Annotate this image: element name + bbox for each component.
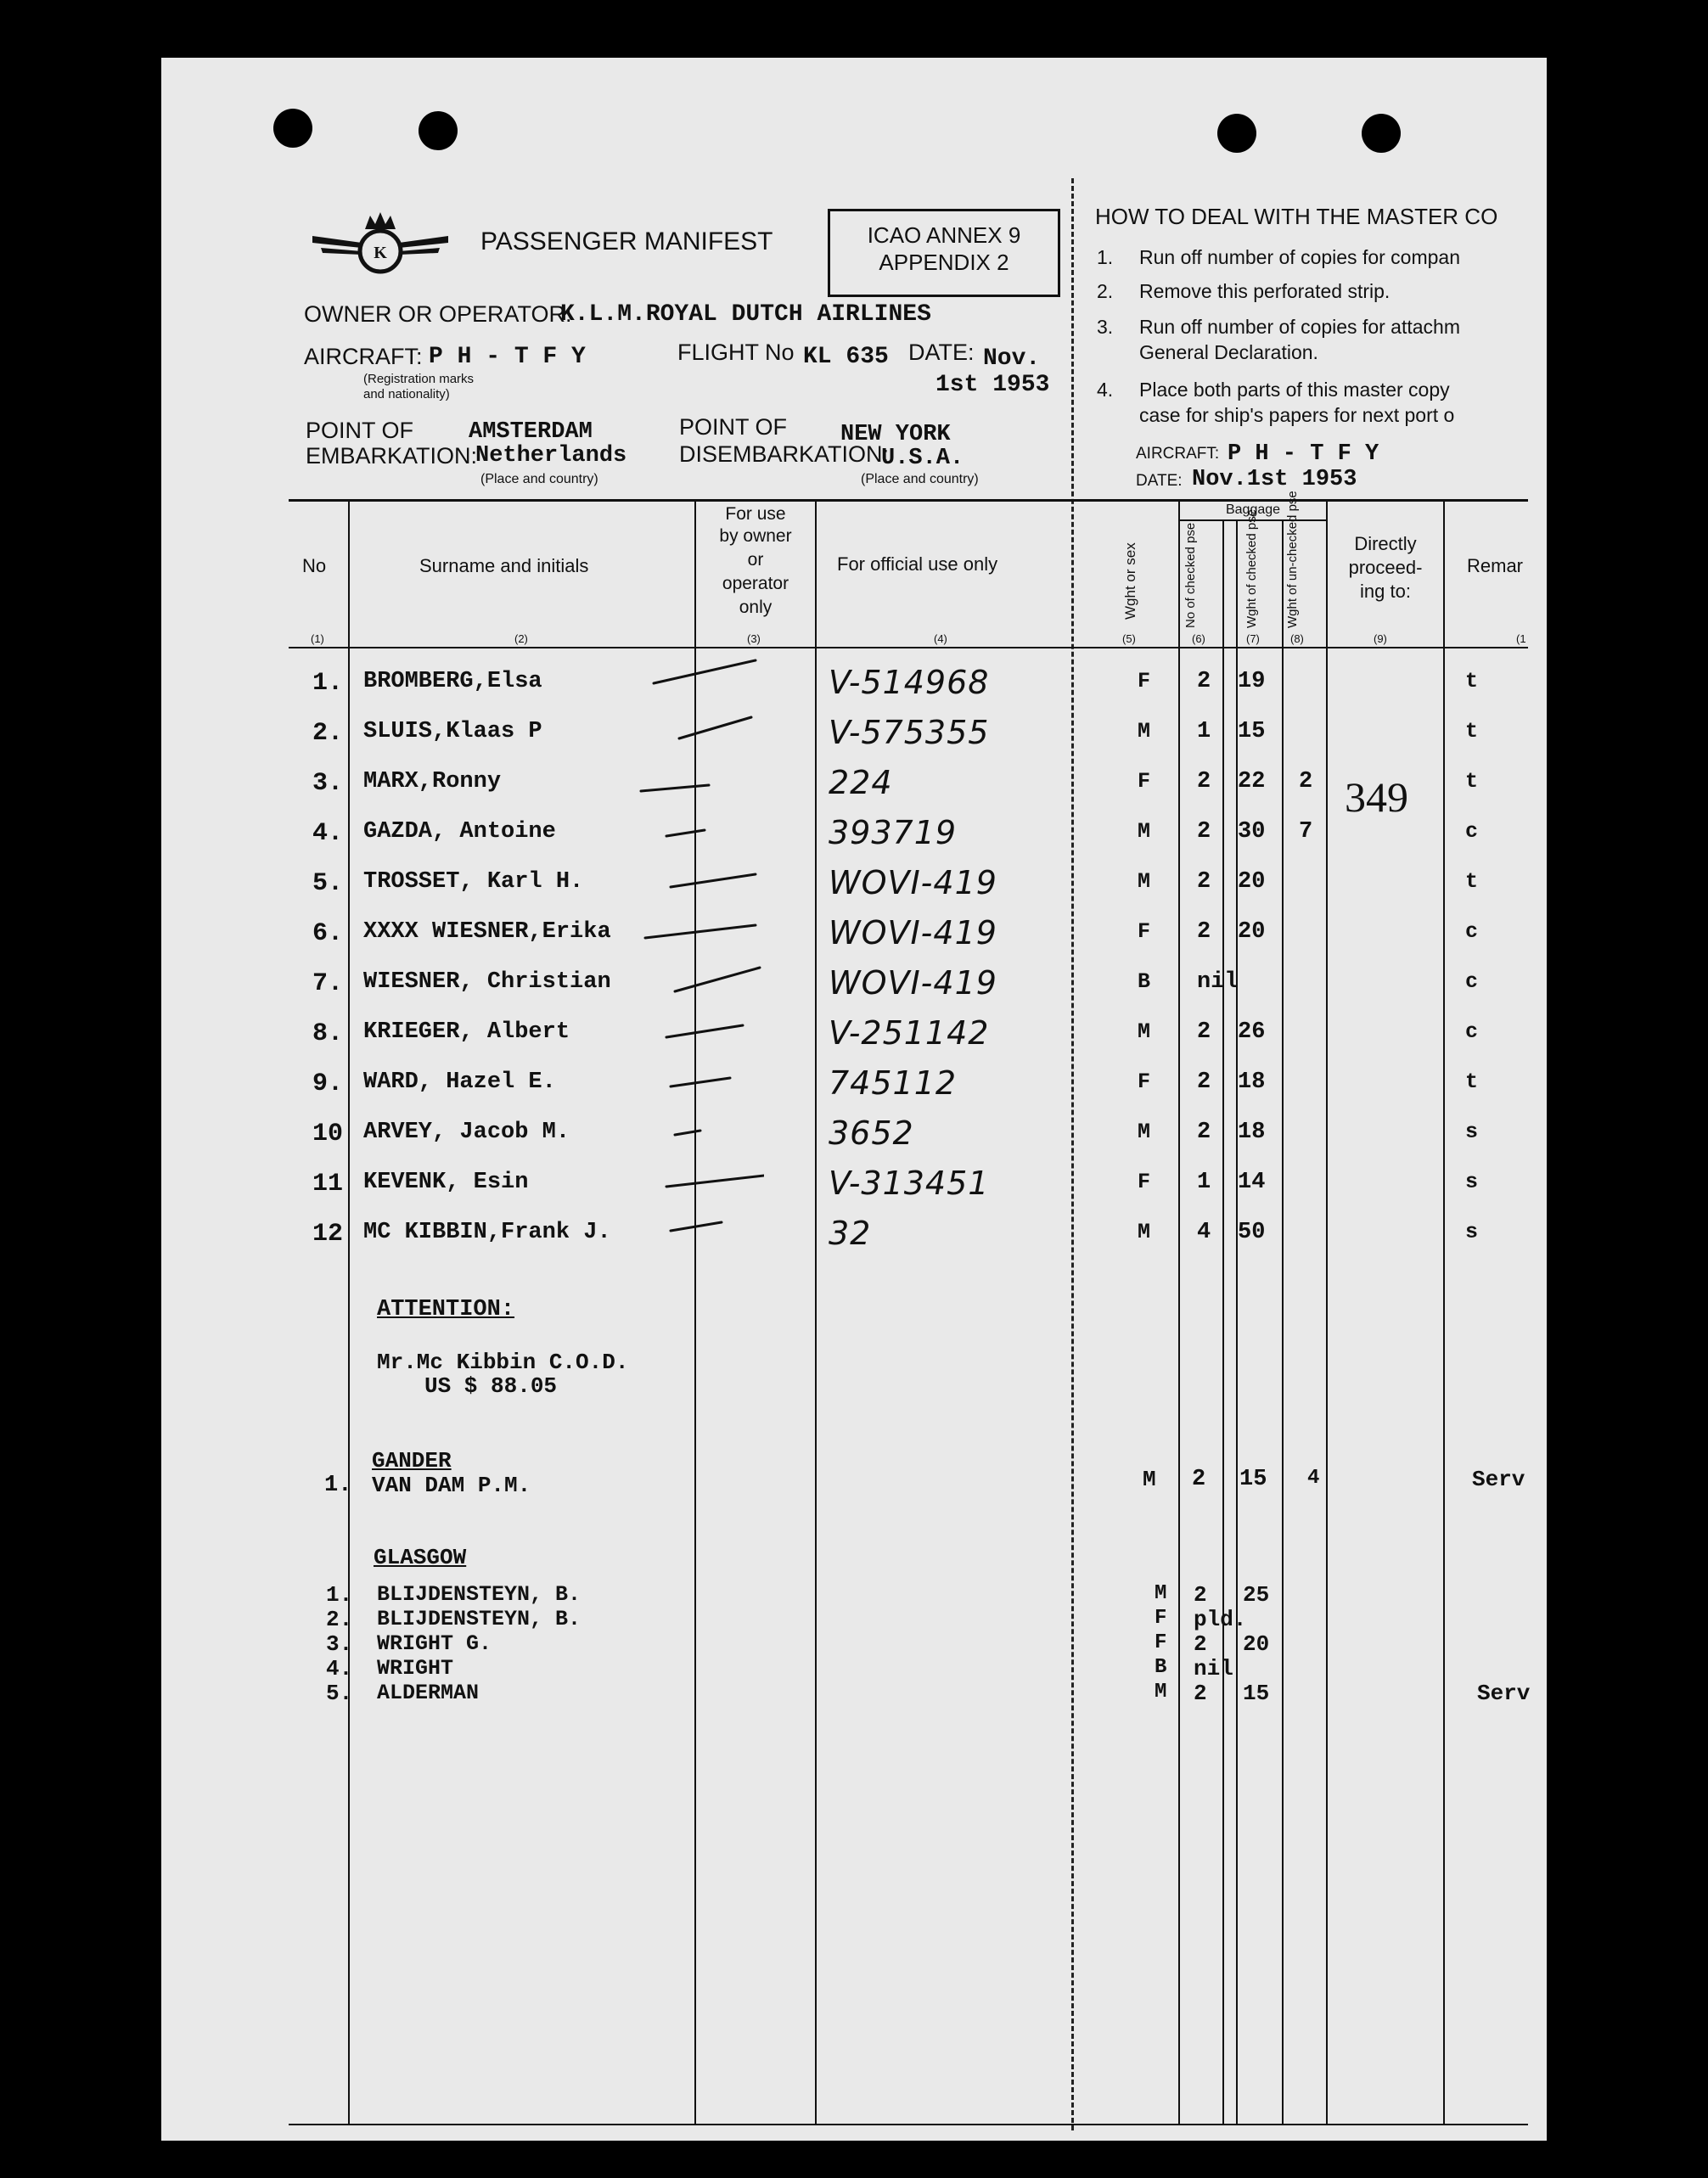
glasgow-sex: M: [1155, 1681, 1167, 1704]
col-header-directly-2: proceed-: [1348, 557, 1423, 578]
glasgow-name: WRIGHT G.: [377, 1631, 492, 1656]
col-line-6: [1236, 519, 1238, 2124]
glasgow-checked: nil: [1194, 1656, 1233, 1681]
pax-official: 745112: [829, 1064, 958, 1102]
glasgow-weight: 15: [1243, 1681, 1270, 1706]
glasgow-sex: B: [1155, 1656, 1167, 1679]
glasgow-checked: 2: [1194, 1681, 1207, 1706]
attention-label: ATTENTION:: [377, 1297, 515, 1322]
col-header-directly-3: ing to:: [1360, 581, 1411, 602]
disembark-note: (Place and country): [861, 472, 979, 486]
glasgow-no: 4.: [326, 1656, 353, 1681]
pax-official: V-575355: [829, 714, 990, 751]
klm-crown-logo-icon: [311, 211, 450, 278]
pax-unchecked: 7: [1299, 819, 1313, 845]
punch-hole-left-2: [419, 111, 458, 150]
col-line-9: [1443, 501, 1445, 2124]
pax-official: 32: [829, 1215, 872, 1252]
pax-remark: c: [1465, 819, 1479, 844]
pax-remark: c: [1465, 919, 1479, 944]
gander-checked: 2: [1192, 1467, 1206, 1492]
pax-checked: 2: [1197, 1069, 1211, 1095]
embark-note: (Place and country): [480, 472, 598, 486]
aircraft-note-2: and nationality): [363, 387, 450, 401]
header-bottom-rule: [289, 647, 1528, 648]
pax-checked: nil: [1197, 969, 1239, 995]
instruction-2: Remove this perforated strip.: [1139, 280, 1391, 302]
instructions-title: HOW TO DEAL WITH THE MASTER CO: [1095, 204, 1498, 229]
pax-weight: 14: [1238, 1170, 1266, 1195]
col-num-6: (6): [1192, 632, 1205, 645]
glasgow-checked: pld.: [1194, 1607, 1247, 1632]
col-num-10: (1: [1516, 632, 1526, 645]
gander-weight: 15: [1239, 1467, 1267, 1492]
pax-remark: c: [1465, 1019, 1479, 1044]
aircraft-value: P H - T F Y: [429, 344, 586, 370]
flight-value: KL 635: [803, 344, 889, 370]
date-value-2: 1st 1953: [935, 372, 1050, 398]
pax-weight: 18: [1238, 1069, 1266, 1095]
pax-official: V-313451: [829, 1165, 990, 1202]
pax-name: MC KIBBIN,Frank J.: [363, 1220, 611, 1245]
pax-sex: M: [1138, 719, 1151, 744]
pax-remark: t: [1465, 869, 1479, 894]
pax-name: BROMBERG,Elsa: [363, 669, 542, 694]
pax-official: WOVI-419: [829, 864, 997, 901]
col-header-weight: Wght or sex: [1122, 542, 1138, 620]
pax-weight: 20: [1238, 869, 1266, 895]
pax-sex: F: [1138, 769, 1151, 794]
glasgow-weight: 25: [1243, 1582, 1270, 1608]
pax-official: V-251142: [829, 1014, 990, 1052]
glasgow-sex: F: [1155, 1631, 1167, 1654]
pax-weight: 50: [1238, 1220, 1266, 1245]
pax-remark: s: [1465, 1170, 1479, 1194]
pax-weight: 26: [1238, 1019, 1266, 1045]
embark-label-1: POINT OF: [306, 418, 414, 443]
instruction-3: Run off number of copies for attachm: [1139, 316, 1460, 338]
glasgow-label: GLASGOW: [374, 1545, 467, 1570]
col-header-remarks: Remar: [1467, 555, 1524, 576]
pax-no: 9.: [312, 1069, 344, 1098]
pax-weight: 19: [1238, 669, 1266, 694]
instruction-4-cont: case for ship's papers for next port o: [1139, 404, 1455, 426]
stub-aircraft-label: AIRCRAFT:: [1136, 445, 1220, 463]
pax-official: 224: [829, 764, 893, 801]
stub-date-label: DATE:: [1136, 472, 1183, 490]
col-header-owner-3: or: [747, 550, 764, 570]
pax-sex: F: [1138, 919, 1151, 944]
pax-name: TROSSET, Karl H.: [363, 869, 584, 895]
pax-checked: 2: [1197, 769, 1211, 794]
col-header-wght-checked: Wght of checked pse: [1244, 508, 1259, 628]
pax-official: 393719: [829, 814, 958, 851]
pax-remark: s: [1465, 1220, 1479, 1244]
pax-sex: F: [1138, 1170, 1151, 1194]
embark-value-2: Netherlands: [475, 443, 627, 469]
col-line-1: [348, 501, 350, 2124]
col-num-7: (7): [1246, 632, 1260, 645]
instruction-4-num: 4.: [1097, 379, 1114, 401]
glasgow-no: 2.: [326, 1607, 353, 1632]
col-header-surname: Surname and initials: [419, 555, 589, 576]
pax-checked: 1: [1197, 1170, 1211, 1195]
pax-weight: 30: [1238, 819, 1266, 845]
date-value-1: Nov.: [983, 345, 1041, 372]
embark-value-1: AMSTERDAM: [469, 419, 593, 445]
pax-no: 6.: [312, 919, 344, 948]
pax-name: WARD, Hazel E.: [363, 1069, 556, 1095]
icao-line-2: APPENDIX 2: [879, 250, 1009, 275]
pax-sex: M: [1138, 1019, 1151, 1044]
flight-label: FLIGHT No: [677, 340, 795, 365]
glasgow-sex: F: [1155, 1607, 1167, 1630]
col-header-no-checked: No of checked pse: [1183, 522, 1198, 628]
stub-aircraft-value: P H - T F Y: [1228, 441, 1379, 467]
col-header-owner-1: For use: [725, 504, 786, 524]
disembark-label-2: DISEMBARKATION:: [679, 441, 890, 467]
pax-name: WIESNER, Christian: [363, 969, 611, 995]
aircraft-note-1: (Registration marks: [363, 372, 475, 386]
disembark-value-2: U.S.A.: [881, 446, 964, 471]
gander-name: VAN DAM P.M.: [372, 1473, 531, 1498]
table-bottom-rule: [289, 2124, 1528, 2125]
pax-no: 1.: [312, 669, 344, 698]
pax-checked: 2: [1197, 869, 1211, 895]
col-num-2: (2): [514, 632, 528, 645]
pax-checked: 1: [1197, 719, 1211, 744]
glasgow-no: 1.: [326, 1582, 353, 1608]
punch-hole-right: [1217, 114, 1256, 153]
pax-checked: 2: [1197, 1120, 1211, 1145]
owner-value: K.L.M.ROYAL DUTCH AIRLINES: [560, 301, 931, 328]
pax-remark: t: [1465, 1069, 1479, 1094]
punch-hole-right-2: [1362, 114, 1401, 153]
pax-unchecked: 2: [1299, 769, 1313, 794]
page-title: PASSENGER MANIFEST: [480, 227, 773, 255]
svg-text:K: K: [374, 244, 387, 262]
pax-weight: 15: [1238, 719, 1266, 744]
pax-checked: 2: [1197, 819, 1211, 845]
glasgow-sex: M: [1155, 1582, 1167, 1605]
pax-sex: F: [1138, 669, 1151, 693]
instruction-3-cont: General Declaration.: [1139, 341, 1318, 363]
pax-sex: M: [1138, 819, 1151, 844]
glasgow-checked: 2: [1194, 1631, 1207, 1657]
disembark-label-1: POINT OF: [679, 414, 788, 440]
pax-official: WOVI-419: [829, 964, 997, 1002]
attention-line-2: US $ 88.05: [424, 1373, 558, 1399]
pax-weight: 18: [1238, 1120, 1266, 1145]
pax-no: 10: [312, 1120, 344, 1148]
instruction-2-num: 2.: [1097, 280, 1114, 302]
glasgow-name: ALDERMAN: [377, 1681, 480, 1705]
col-num-9: (9): [1374, 632, 1387, 645]
pax-sex: M: [1138, 1220, 1151, 1244]
check-marks: [628, 645, 764, 1256]
col-header-owner-2: by owner: [719, 526, 792, 546]
date-label: DATE:: [908, 340, 975, 365]
pax-sex: M: [1138, 1120, 1151, 1144]
pax-remark: t: [1465, 669, 1479, 693]
glasgow-weight: 20: [1243, 1631, 1270, 1657]
col-header-official: For official use only: [837, 553, 998, 575]
col-num-1: (1): [311, 632, 324, 645]
glasgow-remark: Serv: [1477, 1681, 1531, 1706]
glasgow-no: 5.: [326, 1681, 353, 1706]
pax-weight: 22: [1238, 769, 1266, 794]
pax-remark: s: [1465, 1120, 1479, 1144]
pax-no: 5.: [312, 869, 344, 898]
col-line-7: [1282, 519, 1284, 2124]
pax-weight: 20: [1238, 919, 1266, 945]
pax-name: MARX,Ronny: [363, 769, 502, 794]
col-header-baggage: Baggage: [1225, 502, 1281, 517]
pax-name: KEVENK, Esin: [363, 1170, 529, 1195]
col-header-wght-unchecked: Wght of un-checked pse: [1285, 491, 1300, 628]
pax-name: SLUIS,Klaas P: [363, 719, 542, 744]
stub-date-value: Nov.1st 1953: [1192, 467, 1357, 492]
col-line-3: [815, 501, 817, 2124]
col-num-8: (8): [1290, 632, 1304, 645]
pax-checked: 2: [1197, 919, 1211, 945]
perforation-line: [1071, 178, 1074, 2130]
col-line-8: [1326, 501, 1328, 2124]
pax-official: WOVI-419: [829, 914, 997, 951]
pax-no: 12: [312, 1220, 344, 1249]
glasgow-name: BLIJDENSTEYN, B.: [377, 1607, 582, 1631]
pax-sex: B: [1138, 969, 1151, 994]
pax-remark: c: [1465, 969, 1479, 994]
pax-checked: 2: [1197, 1019, 1211, 1045]
gander-remark: Serv: [1472, 1467, 1525, 1492]
embark-label-2: EMBARKATION:: [306, 443, 478, 469]
pax-name: GAZDA, Antoine: [363, 819, 556, 845]
pax-sex: F: [1138, 1069, 1151, 1094]
col-num-3: (3): [747, 632, 761, 645]
col-header-owner-4: operator: [722, 574, 789, 593]
pax-no: 2.: [312, 719, 344, 748]
pax-sex: M: [1138, 869, 1151, 894]
pax-remark: t: [1465, 719, 1479, 744]
glasgow-checked: 2: [1194, 1582, 1207, 1608]
instruction-1: Run off number of copies for compan: [1139, 246, 1461, 268]
pax-no: 11: [312, 1170, 344, 1198]
pax-name: ARVEY, Jacob M.: [363, 1120, 570, 1145]
disembark-value-1: NEW YORK: [840, 422, 951, 447]
pax-name: XXXX WIESNER,Erika: [363, 919, 611, 945]
aircraft-label: AIRCRAFT:: [304, 344, 423, 369]
pax-no: 7.: [312, 969, 344, 998]
col-header-no: No: [302, 555, 327, 576]
col-header-owner-5: only: [739, 598, 773, 617]
pax-official: V-514968: [829, 664, 990, 701]
col-line-5: [1222, 519, 1224, 2124]
pax-no: 8.: [312, 1019, 344, 1048]
gander-no: 1.: [324, 1473, 352, 1498]
col-header-directly-1: Directly: [1354, 533, 1417, 554]
pax-checked: 2: [1197, 669, 1211, 694]
glasgow-name: BLIJDENSTEYN, B.: [377, 1582, 582, 1607]
instruction-1-num: 1.: [1097, 246, 1114, 268]
attention-line-1: Mr.Mc Kibbin C.O.D.: [377, 1350, 629, 1375]
instruction-4: Place both parts of this master copy: [1139, 379, 1450, 401]
pax-checked: 4: [1197, 1220, 1211, 1245]
gander-label: GANDER: [372, 1448, 452, 1474]
gander-unchecked: 4: [1307, 1467, 1320, 1490]
pax-remark: t: [1465, 769, 1479, 794]
directly-proceeding-value: 349: [1345, 773, 1408, 821]
col-num-5: (5): [1122, 632, 1136, 645]
pax-official: 3652: [829, 1114, 914, 1152]
gander-sex: M: [1143, 1467, 1156, 1492]
glasgow-no: 3.: [326, 1631, 353, 1657]
owner-label: OWNER OR OPERATOR:: [304, 301, 572, 327]
col-line-4: [1178, 501, 1180, 2124]
icao-line-1: ICAO ANNEX 9: [867, 222, 1021, 248]
pax-name: KRIEGER, Albert: [363, 1019, 570, 1045]
instruction-3-num: 3.: [1097, 316, 1114, 338]
table-top-rule: [289, 499, 1528, 502]
glasgow-name: WRIGHT: [377, 1656, 454, 1681]
punch-hole-left: [273, 109, 312, 148]
col-num-4: (4): [934, 632, 947, 645]
pax-no: 4.: [312, 819, 344, 848]
pax-no: 3.: [312, 769, 344, 798]
